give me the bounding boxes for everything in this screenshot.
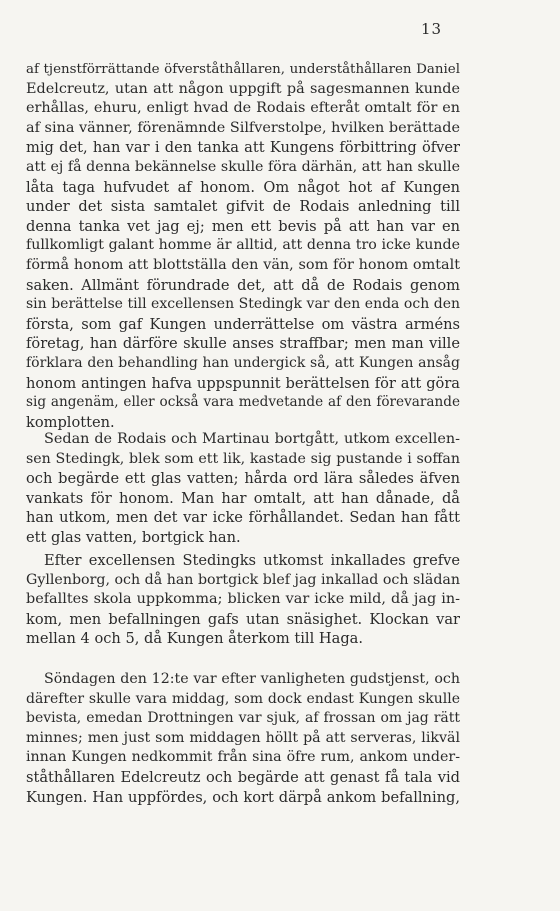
paragraph-3: [26, 551, 460, 649]
text-line: honom antingen hafva uppspunnit berättelsen för att göra: [26, 374, 460, 392]
text-line: minnes; men just som middagen höllt på att serveras, likväl: [26, 729, 460, 746]
text-line: sen Stedingk, blek som ett lik, kastade sig pustande i soffan: [26, 450, 460, 467]
text-line: och begärde ett glas vatten; hårda ord lära således äfven: [26, 470, 460, 488]
paragraph-1: [26, 60, 460, 432]
text-line: mellan 4 och 5, då Kungen återkom till Haga.: [26, 630, 364, 648]
paragraph-4: [26, 670, 460, 807]
text-line: Efter excellensen Stedingks utkomst inkallades grefve: [44, 552, 460, 569]
text-line: af sina vänner, förenämnde Silfverstolpe, hvilken berättade: [26, 119, 460, 136]
text-line: han utkom, men det var icke förhållandet. Sedan han fått: [26, 509, 460, 527]
text-line: denna tanka vet jag ej; men ett bevis på att han var en: [26, 217, 460, 235]
text-line: sig angenäm, eller också vara medvetande af den förevarande: [26, 394, 460, 411]
text-line: mig det, han var i den tanka att Kungens förbittring öfver: [26, 139, 460, 157]
text-line: Söndagen den 12:te var efter vanligheten gudstjenst, och: [44, 671, 460, 687]
page-number: 13: [421, 20, 443, 38]
paragraph-2: [26, 430, 460, 548]
text-line: förklara den behandling han undergick så, att Kungen ansåg: [26, 354, 460, 371]
text-line: Sedan de Rodais och Martinau bortgått, utkom excellen-: [44, 431, 460, 447]
text-line: erhållas, ehuru, enligt hvad de Rodais efteråt omtalt för en: [26, 100, 460, 117]
text-line: sin berättelse till excellensen Stedingk var den enda och den: [26, 296, 460, 313]
text-line: fullkomligt galant homme är alltid, att denna tro icke kunde: [26, 237, 460, 254]
text-line: innan Kungen nedkommit från sina öfre rum, ankom under-: [26, 749, 460, 766]
text-line: därefter skulle vara middag, som dock endast Kungen skulle: [26, 690, 460, 707]
text-line: ett glas vatten, bortgick han.: [26, 528, 241, 546]
text-line: låta taga hufvudet af honom. Om något hot af Kungen: [26, 178, 460, 196]
text-line: första, som gaf Kungen underrättelse om västra arméns: [26, 315, 460, 333]
text-line: Gyllenborg, och då han bortgick blef jag inkallad och slädan: [26, 571, 460, 588]
text-line: Kungen. Han uppfördes, och kort därpå ankom befallning,: [26, 788, 460, 806]
text-line: förmå honom att blottställa den vän, som för honom omtalt: [26, 256, 460, 273]
text-line: komplotten.: [26, 413, 115, 431]
text-line: under det sista samtalet gifvit de Rodais anledning till: [26, 198, 460, 216]
text-line: företag, han därföre skulle anses straffbar; men man ville: [26, 335, 460, 353]
text-line: Edelcreutz, utan att någon uppgift på sagesmannen kunde: [26, 80, 460, 97]
text-line: kom, men befallningen gafs utan snäsighet. Klockan var: [26, 610, 460, 628]
text-line: saken. Allmänt förundrade det, att då de Rodais genom: [26, 276, 460, 294]
text-line: befalltes skola uppkomma; blicken var icke mild, då jag in-: [26, 591, 460, 608]
text-line: att ej få denna bekännelse skulle föra därhän, att han skulle: [26, 158, 460, 175]
text-line: ståthållaren Edelcreutz och begärde att genast få tala vid: [26, 768, 460, 786]
text-line: bevista, emedan Drottningen var sjuk, af frossan om jag rätt: [26, 710, 460, 727]
text-line: vankats för honom. Man har omtalt, att han dånade, då: [26, 489, 460, 507]
text-line: af tjenstförrättande öfverståthållaren, underståthållaren Daniel: [26, 62, 460, 77]
